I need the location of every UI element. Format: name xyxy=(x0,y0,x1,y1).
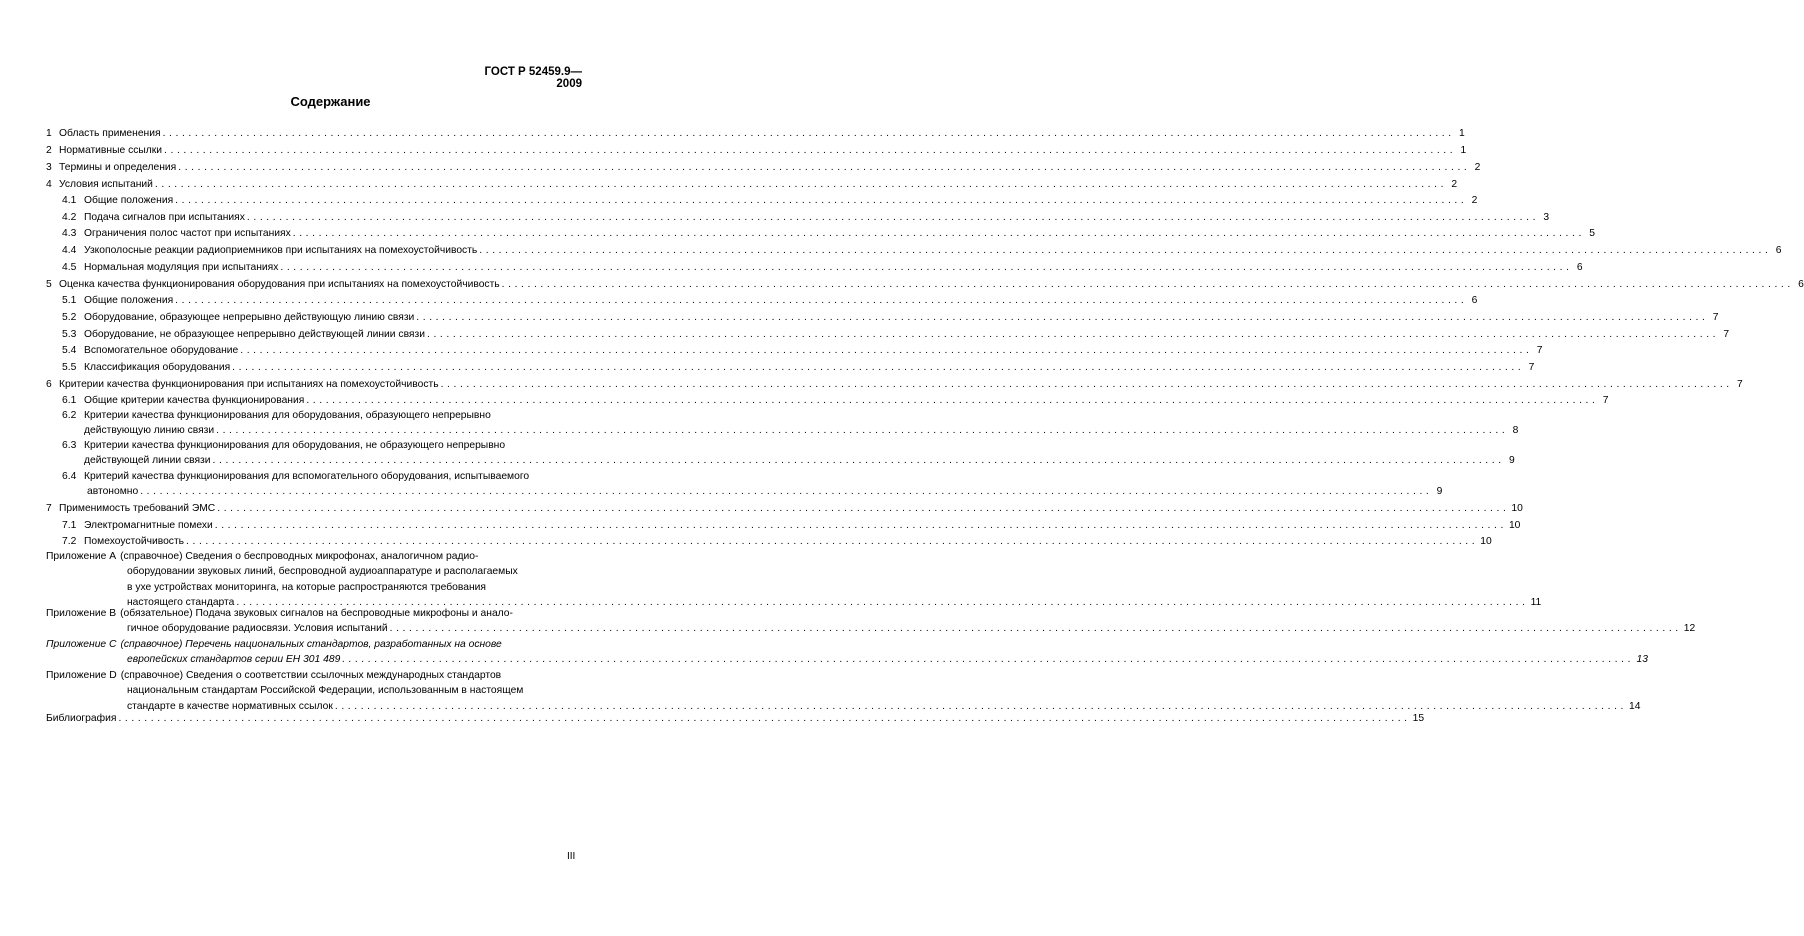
toc-entry-page: 13 xyxy=(1636,654,1648,666)
toc-entry-page: 7 xyxy=(1536,345,1543,356)
toc-entry-page: 9 xyxy=(1508,455,1515,467)
leader-dots: ........................................................................................................................................................................................................ xyxy=(118,713,1411,724)
leader-dots: ........................................................................................................................................................................................................ xyxy=(440,379,1733,390)
toc-entry-text-line: (справочное) Сведения о соответствии ссылочных международных стандартов xyxy=(120,670,502,681)
toc-entry-page: 2 xyxy=(1474,162,1481,173)
leader-dots: ........................................................................................................................................................................................................ xyxy=(175,195,1468,206)
toc-entry-number: 3 xyxy=(46,162,52,173)
toc-entry-number: 5.4 xyxy=(62,345,77,356)
toc-entry-label: Ограничения полос частот при испытаниях xyxy=(84,228,291,239)
toc-entry-page: 1 xyxy=(1459,128,1465,139)
toc-entry-page: 10 xyxy=(1511,503,1523,514)
toc-entry-page: 15 xyxy=(1412,713,1425,724)
appendix-label: Приложение С xyxy=(46,639,117,650)
toc-entry-number: 5.2 xyxy=(62,312,77,323)
toc-entry-number: 7.2 xyxy=(62,536,77,547)
toc-entry-page: 11 xyxy=(1530,596,1542,608)
toc-entry-number: 6.1 xyxy=(62,395,77,406)
toc-entry-number: 6.2 xyxy=(62,410,77,421)
appendix-label: Приложение В xyxy=(46,608,117,619)
toc-entry-label: Область применения xyxy=(59,128,161,139)
toc-entry-label: действующую линию связи xyxy=(84,425,215,437)
toc-entry-page: 7 xyxy=(1737,379,1743,390)
toc-entry-page: 5 xyxy=(1589,228,1595,239)
toc-entry-label: Узкополосные реакции радиоприемников при испытаниях на помехоустойчивость xyxy=(84,245,478,256)
toc-entry-label: действующей линии связи xyxy=(84,455,211,467)
leader-dots: ........................................................................................................................................................................................................ xyxy=(236,596,1529,608)
leader-dots: ........................................................................................................................................................................................................ xyxy=(164,145,1457,156)
toc-entry-label: Оборудование, образующее непрерывно действующую линию связи xyxy=(84,312,415,323)
appendix-label: Приложение А xyxy=(46,551,117,562)
toc-entry-label: Подача сигналов при испытаниях xyxy=(84,212,245,223)
toc-entry-number: 7 xyxy=(46,503,52,514)
toc-entry-number: 5.1 xyxy=(62,295,77,306)
page-title: Содержание xyxy=(290,94,371,109)
toc-entry-text-line: (справочное) Сведения о беспроводных микрофонах, аналогичном радио- xyxy=(120,551,479,562)
toc-entry-number: 4.2 xyxy=(62,212,77,223)
toc-entry-page: 7 xyxy=(1712,312,1719,323)
toc-entry-label: Вспомогательное оборудование xyxy=(84,345,239,356)
toc-entry-text-line: Критерий качества функционирования для вспомогательного оборудования, испытываемого xyxy=(84,471,530,482)
leader-dots: ........................................................................................................................................................................................................ xyxy=(334,700,1628,712)
leader-dots: ........................................................................................................................................................................................................ xyxy=(186,536,1479,547)
toc-entry-text-line: национальным стандартам Российской Федерации, использованным в настоящем xyxy=(127,685,524,697)
page-number: III xyxy=(567,851,576,862)
leader-dots: ........................................................................................................................................................................................................ xyxy=(416,312,1709,323)
toc-entry-page: 1 xyxy=(1460,145,1467,156)
leader-dots: ........................................................................................................................................................................................................ xyxy=(389,623,1682,635)
toc-entry-page: 2 xyxy=(1471,195,1478,206)
leader-dots: ........................................................................................................................................................................................................ xyxy=(214,520,1507,531)
toc-entry-page: 9 xyxy=(1436,486,1443,498)
toc-entry-number: 5.3 xyxy=(62,329,77,340)
toc-entry-number: 4.5 xyxy=(62,262,77,273)
toc-entry-label: Оценка качества функционирования оборудования при испытаниях на помехоустойчивость xyxy=(59,279,500,290)
leader-dots: ........................................................................................................................................................................................................ xyxy=(246,212,1540,223)
toc-entry-label: автономно xyxy=(87,486,139,498)
toc-entry-label: настоящего стандарта xyxy=(127,596,235,608)
toc-entry-label: Оборудование, не образующее непрерывно действующей линии связи xyxy=(84,329,425,340)
toc-entry-label: Общие положения xyxy=(84,295,174,306)
toc-entry-label: Нормальная модуляция при испытаниях xyxy=(84,262,279,273)
toc-entry-page: 8 xyxy=(1512,425,1519,437)
leader-dots: ........................................................................................................................................................................................................ xyxy=(501,279,1794,290)
leader-dots: ........................................................................................................................................................................................................ xyxy=(140,486,1433,498)
leader-dots: ........................................................................................................................................................................................................ xyxy=(178,162,1471,173)
leader-dots: ........................................................................................................................................................................................................ xyxy=(240,345,1533,356)
toc-entry-page: 6 xyxy=(1798,279,1804,290)
toc-entry-number: 2 xyxy=(46,145,52,156)
toc-entry-page: 7 xyxy=(1723,329,1730,340)
toc-entry-number: 7.1 xyxy=(62,520,77,531)
toc-entry-label: Библиография xyxy=(46,713,117,724)
toc-entry-label: Термины и определения xyxy=(59,162,177,173)
toc-entry-number: 4 xyxy=(46,179,52,190)
toc-entry-label: Нормативные ссылки xyxy=(59,145,163,156)
toc-entry-label: гичное оборудование радиосвязи. Условия испытаний xyxy=(127,623,388,635)
toc-entry-text-line: оборудовании звуковых линий, беспроводной аудиоаппаратуре и располагаемых xyxy=(127,566,518,578)
toc-entry-number: 6.4 xyxy=(62,471,77,482)
leader-dots: ........................................................................................................................................................................................................ xyxy=(175,295,1468,306)
leader-dots: ........................................................................................................................................................................................................ xyxy=(292,228,1585,239)
toc-entry-page: 7 xyxy=(1602,395,1609,406)
toc-entry-page: 10 xyxy=(1508,520,1521,531)
toc-entry-number: 4.4 xyxy=(62,245,77,256)
toc-entry-number: 5 xyxy=(46,279,52,290)
toc-entry-number: 4.3 xyxy=(62,228,77,239)
toc-entry-label: Условия испытаний xyxy=(59,179,153,190)
document-id: ГОСТ Р 52459.9—2009 xyxy=(484,66,582,90)
toc-entry-page: 7 xyxy=(1528,362,1535,373)
toc-entry-page: 6 xyxy=(1775,245,1782,256)
toc-entry-label: Критерии качества функционирования при испытаниях на помехоустойчивость xyxy=(59,379,439,390)
toc-entry-number: 6.3 xyxy=(62,440,77,451)
toc-entry-page: 3 xyxy=(1543,212,1550,223)
leader-dots: ........................................................................................................................................................................................................ xyxy=(162,128,1455,139)
leader-dots: ........................................................................................................................................................................................................ xyxy=(154,179,1448,190)
toc-entry-text-line: Критерии качества функционирования для оборудования, не образующего непрерывно xyxy=(84,440,506,451)
leader-dots: ........................................................................................................................................................................................................ xyxy=(306,395,1599,406)
leader-dots: ........................................................................................................................................................................................................ xyxy=(479,245,1772,256)
toc-entry-text-line: (обязательное) Подача звуковых сигналов на беспроводные микрофоны и анало- xyxy=(120,608,513,619)
toc-entry-label: Электромагнитные помехи xyxy=(84,520,213,531)
toc-entry-text-line: в ухе устройствах мониторинга, на которые распространяются требования xyxy=(127,581,486,593)
toc-entry-number: 6 xyxy=(46,379,52,390)
appendix-label: Приложение D xyxy=(46,670,117,681)
leader-dots: ........................................................................................................................................................................................................ xyxy=(212,455,1505,467)
leader-dots: ........................................................................................................................................................................................................ xyxy=(426,329,1720,340)
toc-entry-number: 5.5 xyxy=(62,362,77,373)
toc-entry-label: Общие критерии качества функционирования xyxy=(84,395,305,406)
toc-entry-page: 6 xyxy=(1576,262,1583,273)
toc-entry-label: стандарте в качестве нормативных ссылок xyxy=(127,700,333,712)
toc-entry-page: 12 xyxy=(1683,623,1696,635)
toc-entry-number: 4.1 xyxy=(62,195,77,206)
toc-entry-page: 10 xyxy=(1480,536,1492,547)
leader-dots: ........................................................................................................................................................................................................ xyxy=(217,503,1510,514)
toc-entry-label: Применимость требований ЭМС xyxy=(59,503,216,514)
toc-entry-number: 1 xyxy=(46,128,52,139)
toc-entry-text-line: (справочное) Перечень национальных стандартов, разработанных на основе xyxy=(120,639,502,650)
leader-dots: ........................................................................................................................................................................................................ xyxy=(342,654,1635,666)
leader-dots: ........................................................................................................................................................................................................ xyxy=(280,262,1573,273)
leader-dots: ........................................................................................................................................................................................................ xyxy=(232,362,1525,373)
toc-entry-label: Классификация оборудования xyxy=(84,362,231,373)
toc-entry-label: Помехоустойчивость xyxy=(84,536,185,547)
toc-entry-page: 6 xyxy=(1471,295,1478,306)
toc-entry-text-line: Критерии качества функционирования для оборудования, образующего непрерывно xyxy=(84,410,491,421)
toc-entry-page: 2 xyxy=(1451,179,1458,190)
leader-dots: ........................................................................................................................................................................................................ xyxy=(216,425,1509,437)
toc-entry-label: европейских стандартов серии ЕН 301 489 xyxy=(127,654,341,666)
toc-entry-label: Общие положения xyxy=(84,195,174,206)
toc-entry-page: 14 xyxy=(1629,700,1641,712)
